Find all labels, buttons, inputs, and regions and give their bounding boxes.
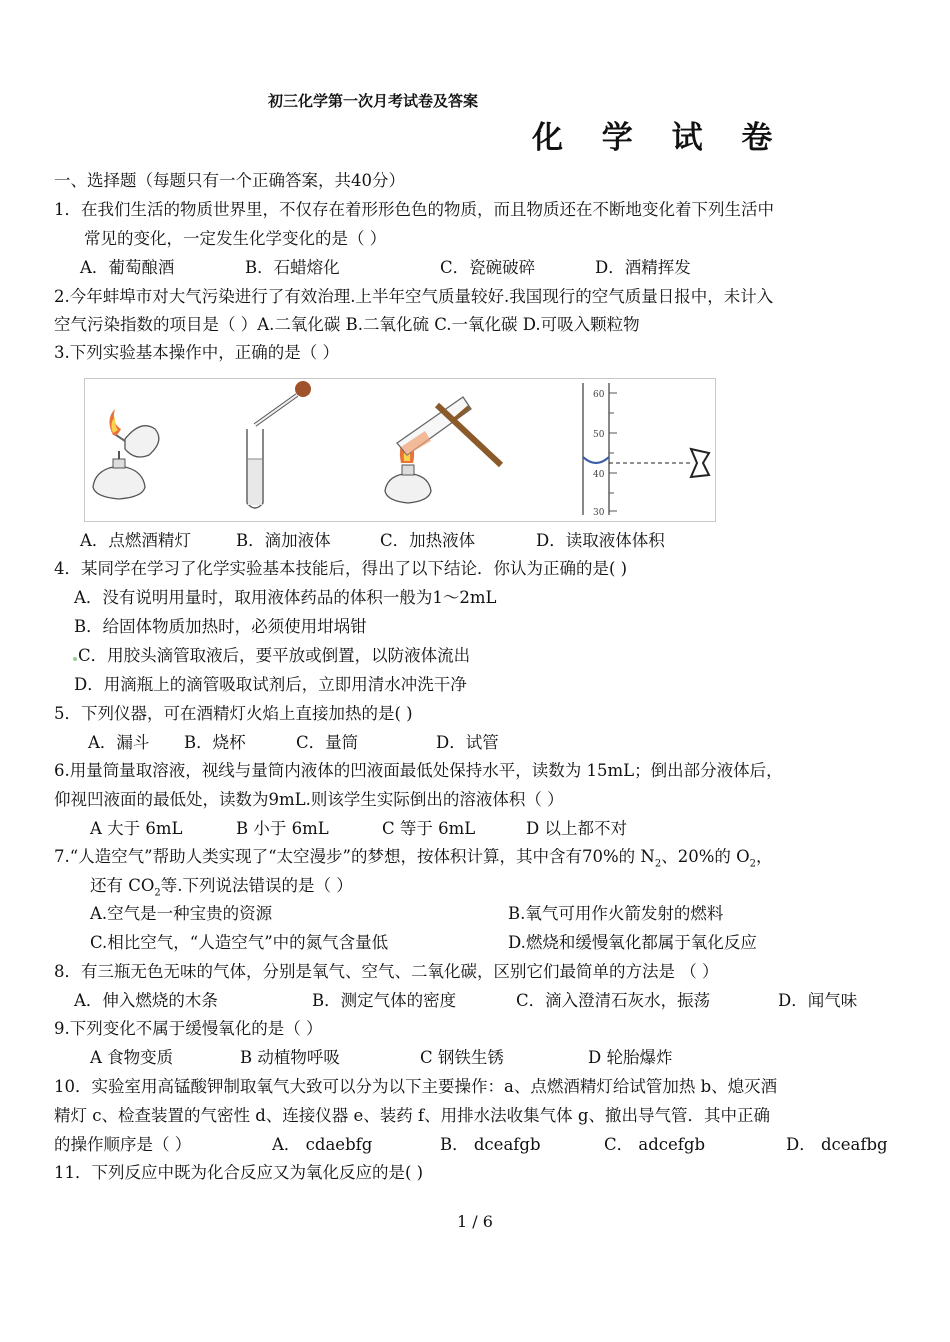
- q8-option-d: D．闻气味: [778, 991, 858, 1010]
- tick-label-60: 60: [593, 390, 605, 400]
- q4-option-c: C．用胶头滴管取液后，要平放或倒置，以防液体流出: [78, 646, 471, 665]
- question-9-stem: 9.下列变化不属于缓慢氧化的是（ ）: [54, 1019, 323, 1038]
- tick-label-40: 40: [593, 470, 605, 480]
- q3-option-c: C．加热液体: [380, 531, 476, 550]
- q5-option-a: A．漏斗: [88, 733, 150, 752]
- q3-option-a: A．点燃酒精灯: [80, 531, 191, 550]
- q4-option-d: D．用滴瓶上的滴管吸取试剂后，立即用清水冲洗干净: [74, 675, 467, 694]
- q4-option-b: B．给固体物质加热时，必须使用坩埚钳: [74, 617, 367, 636]
- question-6-stem: 6.用量筒量取溶液，视线与量筒内液体的凹液面最低处保持水平，读数为 15mL；倒出部分液体后，: [54, 761, 783, 780]
- q8-option-a: A．伸入燃烧的木条: [74, 991, 218, 1010]
- document-subtitle: 初三化学第一次月考试卷及答案: [268, 92, 479, 110]
- question-3-stem: 3.下列实验基本操作中，正确的是（ ）: [54, 343, 339, 362]
- q6-option-c: C 等于 6mL: [382, 819, 476, 838]
- question-7-stem-cont: 还有 $CO_2$等.下列说法错误的是（ ）: [90, 876, 353, 899]
- page-number: 1 / 6: [457, 1212, 493, 1231]
- heating-liquid-illustration: [385, 397, 501, 503]
- question-10-stem-cont2: 的操作顺序是（ ）: [54, 1135, 192, 1154]
- exam-title: 化 学 试 卷: [532, 120, 787, 156]
- q9-option-c: C 钢铁生锈: [420, 1048, 504, 1067]
- question-2-stem: 2.今年蚌埠市对大气污染进行了有效治理.上半年空气质量较好.我国现行的空气质量日报中，未计入: [54, 287, 774, 306]
- question-11-stem: 11．下列反应中既为化合反应又为氧化反应的是( ): [54, 1163, 424, 1182]
- q7-option-c: C.相比空气，“人造空气”中的氮气含量低: [90, 933, 389, 952]
- tick-label-50: 50: [593, 430, 605, 440]
- q7-option-d: D.燃烧和缓慢氧化都属于氧化反应: [508, 933, 757, 952]
- q1-option-d: D．酒精挥发: [595, 258, 691, 277]
- q8-option-c: C．滴入澄清石灰水，振荡: [516, 991, 711, 1010]
- question-10-stem-cont: 精灯 c、检查装置的气密性 d、连接仪器 e、装药 f、用排水法收集气体 g、撤出导气管．其中正确: [54, 1106, 770, 1125]
- question-7-stem: 7.“人造空气”帮助人类实现了“太空漫步”的梦想，按体积计算，其中含有70%的 $N_2$、20%的 $O_2$，: [54, 847, 773, 870]
- q10-option-b: B． dceafgb: [440, 1135, 541, 1154]
- q4-option-a: A．没有说明用量时，取用液体药品的体积一般为1～2mL: [74, 588, 497, 607]
- lab-operations-figure: [84, 378, 716, 522]
- tick-label-30: 30: [593, 508, 605, 518]
- q9-option-d: D 轮胎爆炸: [588, 1048, 673, 1067]
- q5-option-c: C．量筒: [296, 733, 359, 752]
- q5-option-b: B．烧杯: [184, 733, 246, 752]
- stray-mark: [73, 657, 77, 661]
- question-2-stem-cont: 空气污染指数的项目是（ ）A.二氧化碳 B.二氧化硫 C.一氧化碳 D.可吸入颗粒物: [54, 315, 640, 334]
- question-8-stem: 8．有三瓶无色无味的气体，分别是氧气、空气、二氧化碳，区别它们最简单的方法是 （ ）: [54, 962, 719, 981]
- question-1-stem: 1．在我们生活的物质世界里，不仅存在着形形色色的物质，而且物质还在不断地变化着下列生活中: [54, 200, 774, 219]
- q3-option-d: D．读取液体体积: [536, 531, 665, 550]
- q7-option-b: B.氧气可用作火箭发射的燃料: [508, 904, 724, 923]
- q9-option-a: A 食物变质: [90, 1048, 174, 1067]
- q5-option-d: D．试管: [436, 733, 499, 752]
- question-4-stem: 4．某同学在学习了化学实验基本技能后，得出了以下结论．你认为正确的是( ): [54, 559, 628, 578]
- question-6-stem-cont: 仰视凹液面的最低处，读数为9mL.则该学生实际倒出的溶液体积（ ）: [54, 790, 564, 809]
- q6-option-a: A 大于 6mL: [90, 819, 183, 838]
- q9-option-b: B 动植物呼吸: [240, 1048, 340, 1067]
- q1-option-b: B．石蜡熔化: [245, 258, 340, 277]
- question-5-stem: 5．下列仪器，可在酒精灯火焰上直接加热的是( ): [54, 704, 413, 723]
- q6-option-b: B 小于 6mL: [236, 819, 329, 838]
- q8-option-b: B．测定气体的密度: [312, 991, 457, 1010]
- section-heading: 一、选择题（每题只有一个正确答案，共40分）: [54, 171, 405, 190]
- q6-option-d: D 以上都不对: [526, 819, 627, 838]
- q10-option-a: A． cdaebfg: [272, 1135, 373, 1154]
- q10-option-c: C． adcefgb: [604, 1135, 706, 1154]
- q1-option-c: C．瓷碗破碎: [440, 258, 536, 277]
- q1-option-a: A．葡萄酿酒: [80, 258, 175, 277]
- q7-option-a: A.空气是一种宝贵的资源: [90, 904, 273, 923]
- question-1-stem-cont: 常见的变化，一定发生化学变化的是（ ）: [84, 229, 387, 248]
- question-10-stem: 10．实验室用高锰酸钾制取氧气大致可以分为以下主要操作：a、点燃酒精灯给试管加热 b、熄灭酒: [54, 1077, 778, 1096]
- q10-option-d: D． dceafbg: [786, 1135, 888, 1154]
- dropper-test-tube-illustration: [247, 381, 311, 508]
- lamp-lighting-illustration: [93, 409, 159, 499]
- q3-option-b: B．滴加液体: [236, 531, 331, 550]
- graduated-cylinder-illustration: [583, 383, 709, 518]
